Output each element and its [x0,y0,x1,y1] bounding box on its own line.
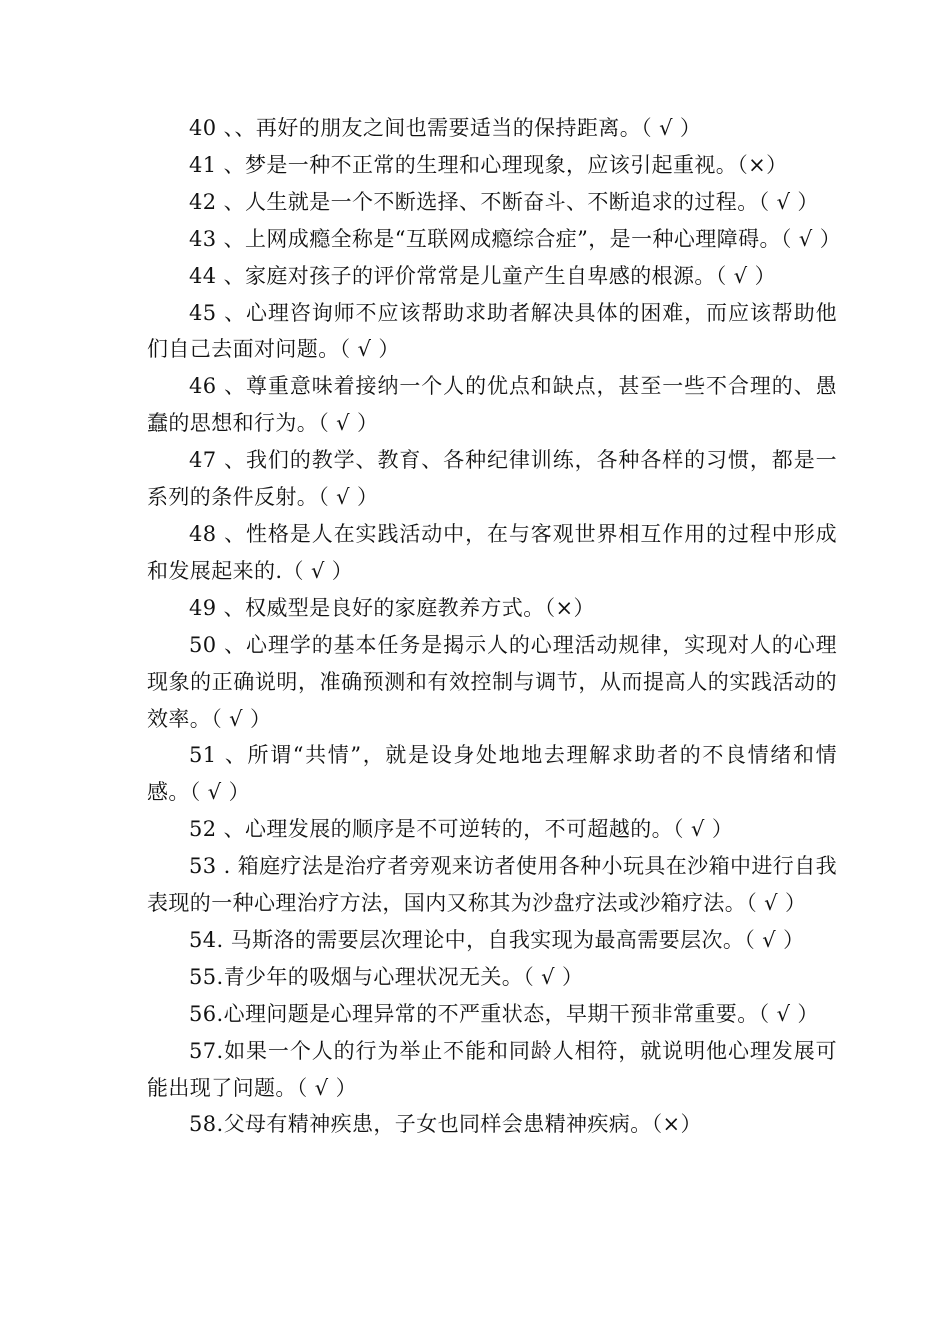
list-item: 44 、家庭对孩子的评价常常是儿童产生自卑感的根源。（ √ ） [189,263,777,288]
list-item: 43 、上网成瘾全称是“互联网成瘾综合症”，是一种心理障碍。（ √ ） [189,226,842,251]
list-item: 52 、心理发展的顺序是不可逆转的，不可超越的。（ √ ） [189,817,734,842]
list-item: 56.心理问题是心理异常的不严重状态，早期干预非常重要。（ √ ） [189,1001,819,1026]
list-item: 40 、、再好的朋友之间也需要适当的保持距离。（ √ ） [189,116,702,140]
question-list [147,110,842,1143]
list-item: 55.青少年的吸烟与心理状况无关。（ √ ） [189,964,584,989]
list-item: 46 、尊重意味着接纳一个人的优点和缺点，甚至一些不合理的、愚蠢的思想和行为。（ √ ） [147,374,837,436]
list-item: 50 、心理学的基本任务是揭示人的心理活动规律，实现对人的心理现象的正确说明，准确预测和有效控制与调节，从而提高人的实践活动的效率。（ √ ） [147,632,837,731]
list-item: 49 、权威型是良好的家庭教养方式。（×） [189,595,595,620]
list-item: 47 、我们的教学、教育、各种纪律训练，各种各样的习惯，都是一系列的条件反射。（ √ ） [147,448,837,510]
list-item: 48 、性格是人在实践活动中，在与客观世界相互作用的过程中形成和发展起来的.（ √ ） [147,521,837,583]
list-item: 57.如果一个人的行为举止不能和同龄人相符，就说明他心理发展可能出现了问题。（ √ ） [147,1038,837,1100]
list-item: 51 、所谓“共情”，就是设身处地地去理解求助者的不良情绪和情感。（ √ ） [147,743,837,805]
list-item: 58.父母有精神疾患，子女也同样会患精神疾病。（×） [189,1112,702,1137]
list-item: 45 、心理咨询师不应该帮助求助者解决具体的困难，而应该帮助他们自己去面对问题。（ √ ） [147,300,837,362]
list-item: 53 . 箱庭疗法是治疗者旁观来访者使用各种小玩具在沙箱中进行自我表现的一种心理治疗方法，国内又称其为沙盘疗法或沙箱疗法。（ √ ） [147,854,837,916]
list-item: 54. 马斯洛的需要层次理论中，自我实现为最高需要层次。（ √ ） [189,927,805,952]
list-item: 41 、梦是一种不正常的生理和心理现象，应该引起重视。（×） [189,152,788,177]
list-item: 42 、人生就是一个不断选择、不断奋斗、不断追求的过程。（ √ ） [189,189,819,214]
